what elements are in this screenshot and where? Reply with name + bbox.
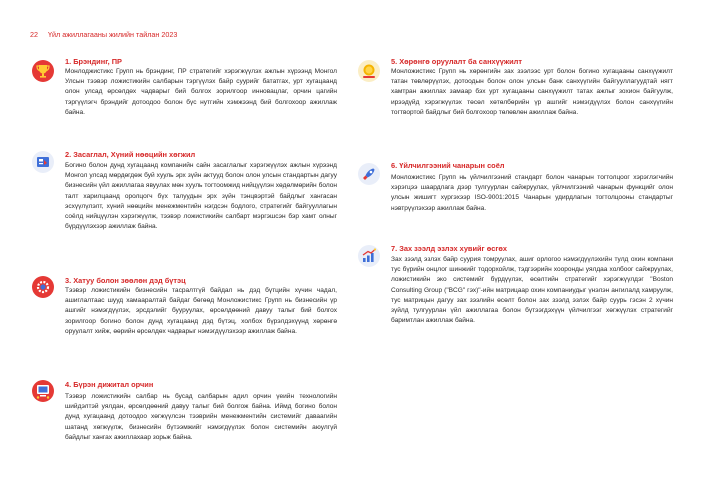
section-title: 6. Үйлчилгээний чанарын соёл <box>391 161 505 170</box>
page-number: 22 <box>30 30 38 39</box>
section-body: Монложистикс Групп нь хөрөнгийн зах зээлээс урт болон богино хугацааны санхүүжилт татан төвлөрүүлэх, дотоодын болон олон улсын банк санхүүгийн байгууллагуудтай нягт хамтран ажиллах замаар бэх урт хугацааны санхүүжилт татах ажлыг зохион байгуулж, ирээдүйд хэрэгжүүлэх төсөл хөтөлбөрийн үр ашгийг нэмэгдүүлэх болон санхүүгийн тогтвортой байдлыг бий болгохоор төлөвлөн ажиллаж байна. <box>391 68 673 116</box>
trophy-icon <box>32 60 54 82</box>
section-body: Монлоджистикс Групп нь брэндинг, ПР стратегийг хэрэгжүүлэх ажлын хүрээнд Монгол Улсын тээвэр ложистикийн салбарын тэргүүлэх байр суурийг бататгах, урт хугацаанд олон улсад өрсөлдөх чадварыг бий болгох зорилгоор инновацлаг, орчин цагийн тэргүүлэгч брэндийг дотоодоо болон бүс нутгийн хэмжээнд бий болгохоор ажиллаж байна. <box>65 68 337 116</box>
rocket-icon <box>358 163 380 185</box>
gear-icon <box>32 276 54 298</box>
section-title: 3. Хатуу болон зөөлөн дэд бүтэц <box>65 276 186 285</box>
report-title: Үйл ажиллагааны жилийн тайлан 2023 <box>48 30 178 39</box>
coin-icon <box>358 60 380 82</box>
section-body: Богино болон дунд хугацаанд компанийн сайн засаглалыг хэрэгжүүлэх ажлын хүрээнд Монгол улсад мөрдөгдөж буй хууль эрх зүйн актууд болон олон улсын стандартын дагуу бизнесийн үйл ажиллагаа явуулах мөн хууль тогтоомжид нийцүүлэн хөдөлмөрийн болон талт харилцаанд оролцогч бүх талуудын эрх зүйн тэнцвэртэй байдлыг хангасан эсхүүлүлэлт, хүний нөөцийн менежментийн нэгдсэн бодлого, стратегийг байгууллагын соёлд нийцүүлэн хэрэгжүүлж, тээвэр ложистикийн салбарт мэргэшсэн бэр хамт олныг бүрдүүлэхээр ажиллаж байна. <box>65 162 337 231</box>
section-body: Тээвэр ложистикийн бизнесийн тасралтгүй байдал нь дэд бүтцийн хүчин чадал, ашиглалтаас шууд хамааралтай байдаг бөгөөд Монложистикс Групп нь бизнесийн үр ашгийг нэмэгдүүлэх, эрсдэлийг бууруулах, өрсөлдөөний давуу талыг бий болгох зорилгоор богино болон дунд хугацаанд дэд бүтэц, холбох бүрэлдэхүүнд хөрөнгө оруулалт хийж, өөрийн өрсөлдөх чадварыг нэмэгдүүлэхээр ажиллаж байна. <box>65 287 337 335</box>
growth-chart-icon <box>358 245 380 267</box>
section-body: Тээвэр ложистикийн салбар нь бусад салбарын адил орчин үеийн технологийн шийдэлтэй уялдан, өрсөлдөөний давуу талыг бий болгож байна. Иймд богино болон дунд хугацаанд дотоодоо хөгжүүлсэн тээврийн менежментийн системийг даваагийн шатанд хөгжүүлж, бизнесийн бүтээмжийг нэмэгдүүлэх болон системийн аюулгүй байдлыг хангах ажиллахаар зорьж байна. <box>65 393 337 441</box>
section-title: 1. Брэндинг, ПР <box>65 57 122 66</box>
page-header <box>30 30 177 39</box>
section-title: 4. Бүрэн дижитал орчин <box>65 380 154 389</box>
section-title: 2. Засаглал, Хүний нөөцийн хөгжил <box>65 150 196 159</box>
section-title: 5. Хөрөнгө оруулалт ба санхүүжилт <box>391 57 522 66</box>
flag-board-icon <box>32 151 54 173</box>
section-body: Зах зээлд эзлэх байр суурия томруулах, ашиг орлогоо нэмэгдүүлэхийн тулд охин компани тус бүрийн онцлог шинжийг тодорхойлж, тэдгээрийн хооронды уялдаа холбоог сайжруулах, ложистикийн эко системийг бүрдүүлэх, өсөлтийн стратегийг хэрэгжүүлдэг "Boston Consulting Group ("BCG" гэх)"-ийн матрицаар охин компаниудыг үнэлэн ангилалд хамруулж, тус матрицын дагуу зах зээлийн өсөлт болон зах зээлд эзлэх байр суурь гэсэн 2 хүчин зүйлд тулгуурлан үйл ажиллагаа болон бүтээгдэхүүн үйлчилгээг хөгжүүлэх стратегийг баримтлан ажиллаж байна. <box>391 256 673 325</box>
network-icon <box>32 380 54 402</box>
section-title: 7. Зах зээлд эзлэх хувийг өсгөх <box>391 244 508 253</box>
section-body: Монложистикс Групп нь үйлчилгээний стандарт болон чанарын тогтолцоог хэрэглэгчийн хэрэгцээ шаардлага дээр тулгуурлан сайжруулах, үйлчилгээний чанарын функцийг олон улсын жишигт хүргэхээр ISO-9001:2015 Чанарын удирдлагын тогтолцооны стандартыг нэвтрүүлэхээр ажиллаж байна. <box>391 174 673 212</box>
